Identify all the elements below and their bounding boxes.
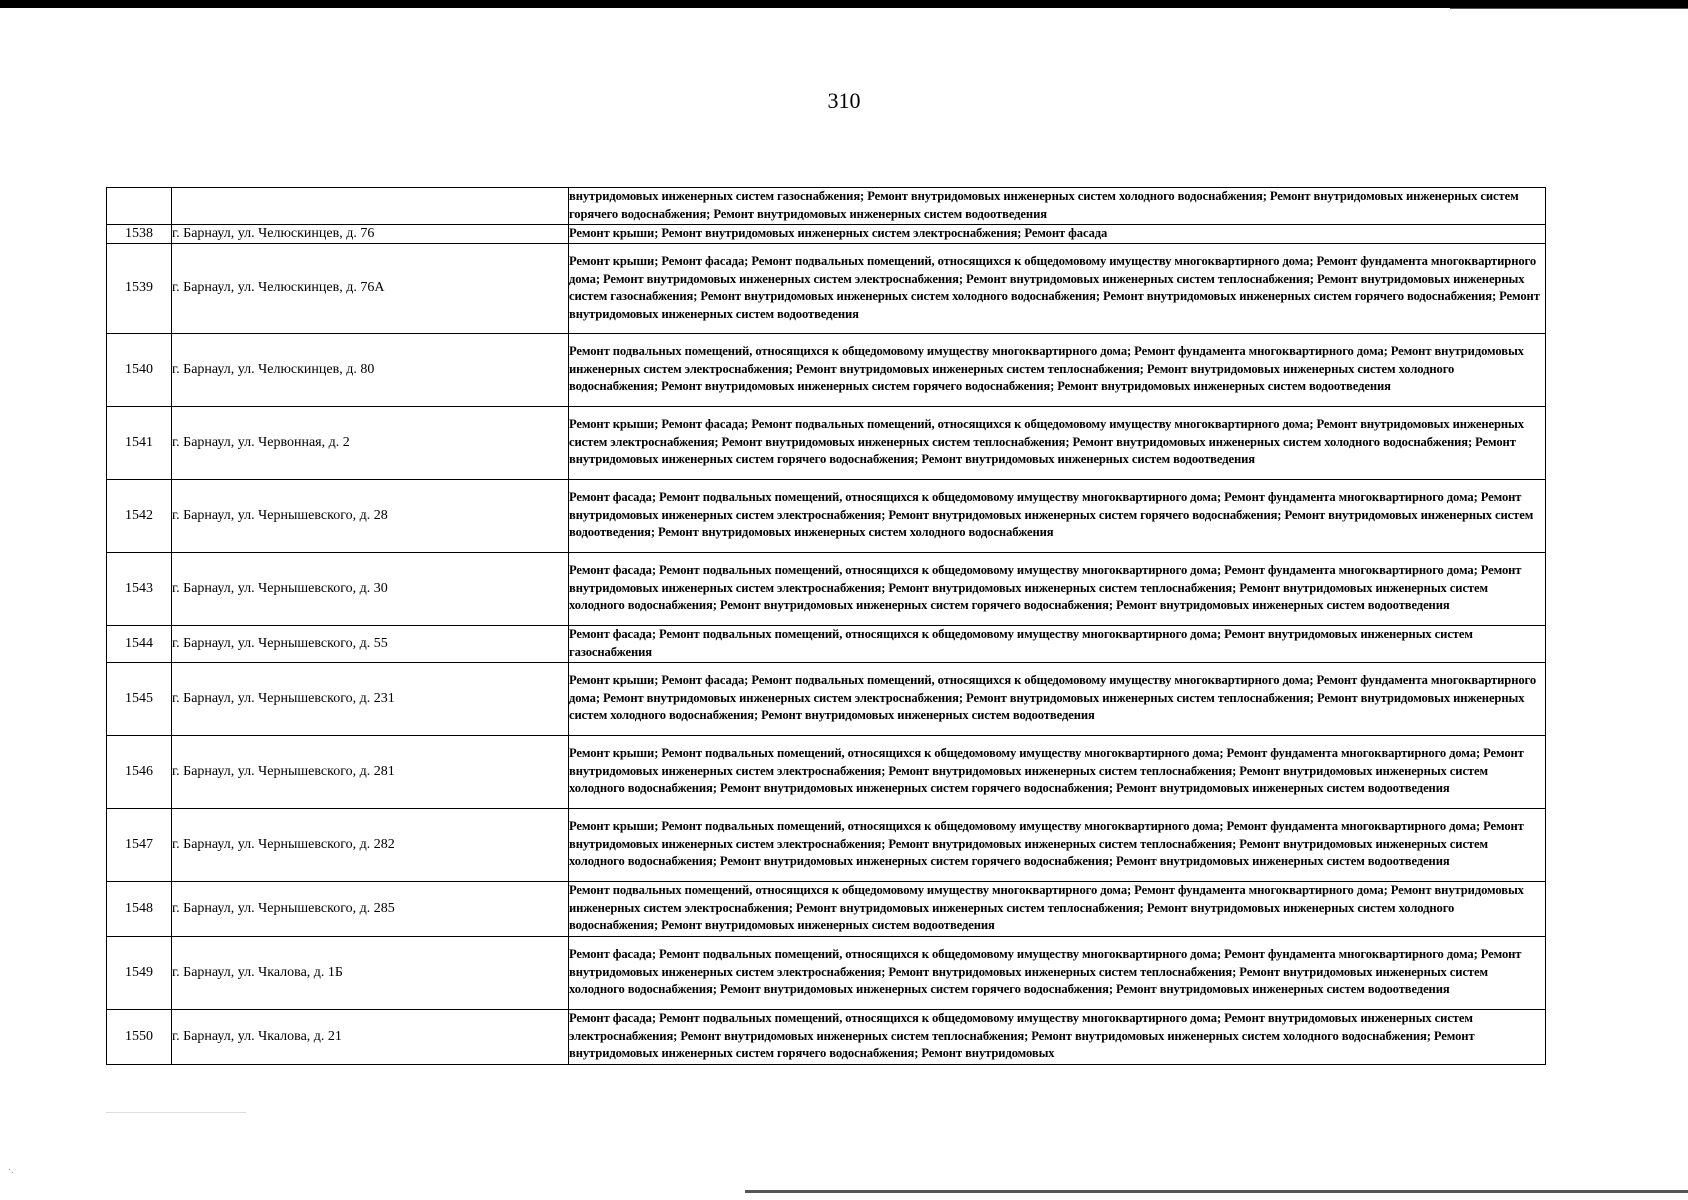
row-address: г. Барнаул, ул. Чкалова, д. 1Б [172,936,569,1009]
table-row-continuation [107,188,1546,225]
row-address: г. Барнаул, ул. Челюскинцев, д. 76А [172,243,569,333]
row-address: г. Барнаул, ул. Чернышевского, д. 55 [172,625,569,662]
row-works: Ремонт крыши; Ремонт фасада; Ремонт подвальных помещений, относящихся к общедомовому имуществу многоквартирного дома; Ремонт внутридомовых инженерных систем электроснабжения; Ремонт внутридомовых инженерных систем теплоснабжения; Ремонт внутридомовых инженерных систем холодного водоснабжения; Ремонт внутридомовых инженерных систем горячего водоснабжения; Ремонт внутридомовых инженерных систем водоотведения [569,406,1546,479]
table-row [107,936,1546,1009]
row-works: Ремонт фасада; Ремонт подвальных помещений, относящихся к общедомовому имуществу многоквартирного дома; Ремонт внутридомовых инженерных систем газоснабжения [569,625,1546,662]
table-row [107,479,1546,552]
row-works: Ремонт крыши; Ремонт фасада; Ремонт подвальных помещений, относящихся к общедомовому имуществу многоквартирного дома; Ремонт фундамента многоквартирного дома; Ремонт внутридомовых инженерных систем электроснабжения; Ремонт внутридомовых инженерных систем теплоснабжения; Ремонт внутридомовых инженерных систем газоснабжения; Ремонт внутридомовых инженерных систем холодного водоснабжения; Ремонт внутридомовых инженерных систем горячего водоснабжения; Ремонт внутридомовых инженерных систем водоотведения [569,243,1546,333]
repair-registry-table [106,187,1546,1065]
row-works: Ремонт крыши; Ремонт внутридомовых инженерных систем электроснабжения; Ремонт фасада [569,225,1546,244]
row-address: г. Барнаул, ул. Чернышевского, д. 281 [172,735,569,808]
scan-bottom-border [745,1190,1688,1193]
table-row [107,406,1546,479]
row-works: Ремонт фасада; Ремонт подвальных помещений, относящихся к общедомовому имуществу многоквартирного дома; Ремонт фундамента многоквартирного дома; Ремонт внутридомовых инженерных систем электроснабжения; Ремонт внутридомовых инженерных систем горячего водоснабжения; Ремонт внутридомовых инженерных систем водоотведения; Ремонт внутридомовых инженерных систем холодного водоснабжения [569,479,1546,552]
row-number: 1549 [107,936,172,1009]
row-address-cell [172,188,569,225]
row-number-cell [107,188,172,225]
row-number: 1545 [107,662,172,735]
row-number: 1550 [107,1009,172,1064]
row-number: 1547 [107,808,172,881]
table-row [107,333,1546,406]
table-row [107,225,1546,244]
table-row [107,625,1546,662]
row-number: 1538 [107,225,172,244]
scan-top-border [0,0,1688,8]
table-row [107,552,1546,625]
row-works: Ремонт фасада; Ремонт подвальных помещений, относящихся к общедомовому имуществу многоквартирного дома; Ремонт фундамента многоквартирного дома; Ремонт внутридомовых инженерных систем электроснабжения; Ремонт внутридомовых инженерных систем теплоснабжения; Ремонт внутридомовых инженерных систем холодного водоснабжения; Ремонт внутридомовых инженерных систем горячего водоснабжения; Ремонт внутридомовых инженерных систем водоотведения [569,936,1546,1009]
row-works-cell: внутридомовых инженерных систем газоснабжения; Ремонт внутридомовых инженерных систем холодного водоснабжения; Ремонт внутридомовых инженерных систем горячего водоснабжения; Ремонт внутридомовых инженерных систем водоотведения [569,188,1546,225]
row-works: Ремонт крыши; Ремонт фасада; Ремонт подвальных помещений, относящихся к общедомовому имуществу многоквартирного дома; Ремонт фундамента многоквартирного дома; Ремонт внутридомовых инженерных систем электроснабжения; Ремонт внутридомовых инженерных систем теплоснабжения; Ремонт внутридомовых инженерных систем холодного водоснабжения; Ремонт внутридомовых инженерных систем водоотведения [569,662,1546,735]
row-address: г. Барнаул, ул. Чернышевского, д. 282 [172,808,569,881]
row-works: Ремонт фасада; Ремонт подвальных помещений, относящихся к общедомовому имуществу многоквартирного дома; Ремонт внутридомовых инженерных систем электроснабжения; Ремонт внутридомовых инженерных систем теплоснабжения; Ремонт внутридомовых инженерных систем холодного водоснабжения; Ремонт внутридомовых инженерных систем горячего водоснабжения; Ремонт внутридомовых [569,1009,1546,1064]
table-row [107,1009,1546,1064]
row-address: г. Барнаул, ул. Чкалова, д. 21 [172,1009,569,1064]
row-number: 1544 [107,625,172,662]
row-number: 1540 [107,333,172,406]
row-address: г. Барнаул, ул. Чернышевского, д. 28 [172,479,569,552]
row-number: 1539 [107,243,172,333]
row-address: г. Барнаул, ул. Челюскинцев, д. 76 [172,225,569,244]
row-works: Ремонт подвальных помещений, относящихся к общедомовому имуществу многоквартирного дома; Ремонт фундамента многоквартирного дома; Ремонт внутридомовых инженерных систем электроснабжения; Ремонт внутридомовых инженерных систем теплоснабжения; Ремонт внутридомовых инженерных систем холодного водоснабжения; Ремонт внутридомовых инженерных систем водоотведения [569,881,1546,936]
table-row [107,808,1546,881]
row-works: Ремонт крыши; Ремонт подвальных помещений, относящихся к общедомовому имуществу многоквартирного дома; Ремонт фундамента многоквартирного дома; Ремонт внутридомовых инженерных систем электроснабжения; Ремонт внутридомовых инженерных систем теплоснабжения; Ремонт внутридомовых инженерных систем холодного водоснабжения; Ремонт внутридомовых инженерных систем горячего водоснабжения; Ремонт внутридомовых инженерных систем водоотведения [569,808,1546,881]
row-works: Ремонт крыши; Ремонт подвальных помещений, относящихся к общедомовому имуществу многоквартирного дома; Ремонт фундамента многоквартирного дома; Ремонт внутридомовых инженерных систем электроснабжения; Ремонт внутридомовых инженерных систем теплоснабжения; Ремонт внутридомовых инженерных систем холодного водоснабжения; Ремонт внутридомовых инженерных систем горячего водоснабжения; Ремонт внутридомовых инженерных систем водоотведения [569,735,1546,808]
page-number: 310 [827,88,861,113]
row-works: Ремонт подвальных помещений, относящихся к общедомовому имуществу многоквартирного дома; Ремонт фундамента многоквартирного дома; Ремонт внутридомовых инженерных систем электроснабжения; Ремонт внутридомовых инженерных систем теплоснабжения; Ремонт внутридомовых инженерных систем холодного водоснабжения; Ремонт внутридомовых инженерных систем горячего водоснабжения; Ремонт внутридомовых инженерных систем водоотведения [569,333,1546,406]
row-works: Ремонт фасада; Ремонт подвальных помещений, относящихся к общедомовому имуществу многоквартирного дома; Ремонт фундамента многоквартирного дома; Ремонт внутридомовых инженерных систем электроснабжения; Ремонт внутридомовых инженерных систем теплоснабжения; Ремонт внутридомовых инженерных систем холодного водоснабжения; Ремонт внутридомовых инженерных систем горячего водоснабжения; Ремонт внутридомовых инженерных систем водоотведения [569,552,1546,625]
table-row [107,881,1546,936]
scan-smudge: ·. [8,1165,14,1176]
row-address: г. Барнаул, ул. Чернышевского, д. 285 [172,881,569,936]
row-number: 1541 [107,406,172,479]
scan-artifact-line [106,1112,246,1113]
row-number: 1543 [107,552,172,625]
row-address: г. Барнаул, ул. Червонная, д. 2 [172,406,569,479]
table-row [107,735,1546,808]
row-address: г. Барнаул, ул. Челюскинцев, д. 80 [172,333,569,406]
row-address: г. Барнаул, ул. Чернышевского, д. 231 [172,662,569,735]
table-row [107,243,1546,333]
row-number: 1548 [107,881,172,936]
row-number: 1546 [107,735,172,808]
row-number: 1542 [107,479,172,552]
table-row [107,662,1546,735]
row-address: г. Барнаул, ул. Чернышевского, д. 30 [172,552,569,625]
scan-top-border-thin [1450,8,1688,9]
